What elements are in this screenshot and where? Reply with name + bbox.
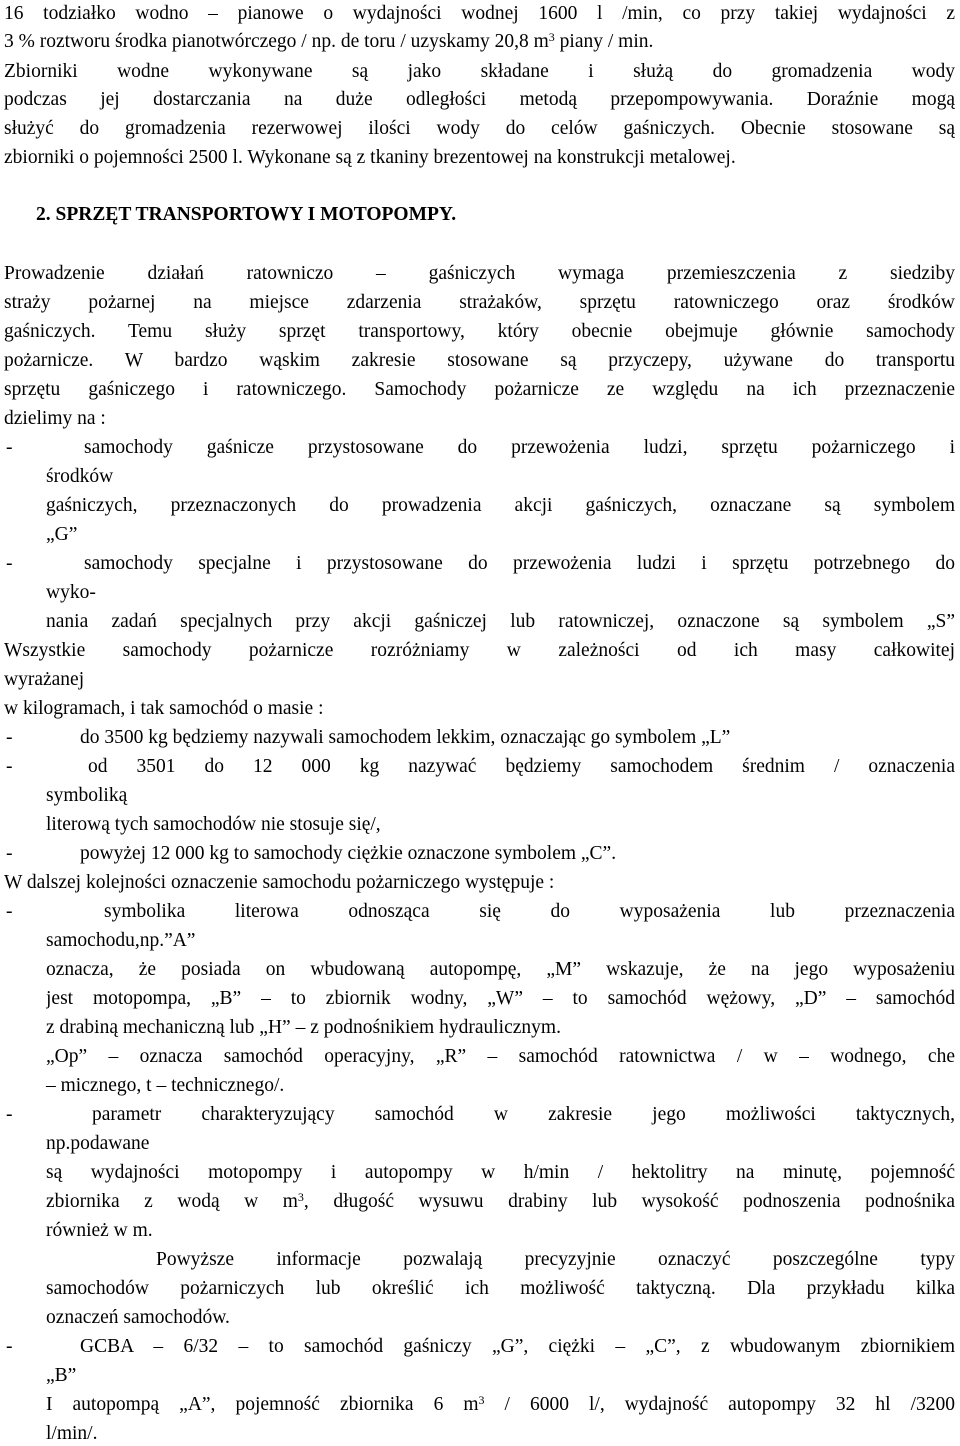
line-text: z drabiną mechaniczną lub „H” – z podnośnikiem hydraulicznym.: [46, 1017, 561, 1038]
text-line: [4, 2, 955, 26]
line-text: 16 todziałko wodno – pianowe o wydajności wodnej 1600 l /min, co przy takiej wydajności z: [4, 3, 955, 24]
line-text: „Op” – oznacza samochód operacyjny, „R” – samochód ratownictwa / w – wodnego, che: [46, 1046, 955, 1067]
text-line: [92, 1103, 955, 1127]
superscript: 3: [297, 1190, 304, 1204]
line-text: np.podawane: [46, 1133, 150, 1154]
line-text: wyrażanej: [4, 669, 85, 690]
text-line: [46, 1161, 955, 1185]
line-text: – micznego, t – technicznego/.: [46, 1075, 285, 1096]
text-line: [4, 407, 106, 431]
superscript: 3: [548, 30, 555, 44]
text-line: [46, 1219, 153, 1243]
line-text: są wydajności motopompy i autopompy w h/min / hektolitry na minutę, pojemność: [46, 1162, 955, 1183]
line-text: „G”: [46, 524, 78, 545]
list-bullet-dash: -: [6, 1336, 13, 1357]
text-line: [4, 639, 955, 663]
line-text: Wszystkie samochody pożarnicze rozróżniamy w zależności od ich masy całkowitej: [4, 640, 955, 661]
text-line: [80, 726, 730, 750]
text-line: [84, 552, 955, 576]
text-line: [46, 465, 113, 489]
text-line: [88, 755, 955, 779]
line-text: oznaczeń samochodów.: [46, 1307, 230, 1328]
line-text: w kilogramach, i tak samochód o masie :: [4, 698, 324, 719]
text-line: [46, 523, 77, 547]
line-text: podczas jej dostarczania na duże odległości metodą przepompowywania. Doraźnie mogą: [4, 89, 955, 110]
text-line: [4, 30, 653, 54]
line-text: GCBA – 6/32 – to samochód gaśniczy „G”, ciężki – „C”, z wbudowanym zbiornikiem: [80, 1336, 955, 1357]
text-line: [156, 1248, 955, 1272]
text-line: [80, 1335, 955, 1359]
text-line: [46, 494, 955, 518]
line-text: od 3501 do 12 000 kg nazywać będziemy samochodem średnim / oznaczenia: [88, 756, 955, 777]
text-line: [46, 1422, 97, 1446]
text-line: [46, 1045, 955, 1069]
line-text-continued: piany / min.: [554, 31, 654, 52]
line-text: samochodu,np.”A”: [46, 930, 196, 951]
line-text: I autopompą „A”, pojemność zbiornika 6 m: [46, 1394, 479, 1415]
line-text: „B”: [46, 1365, 77, 1386]
line-text: symboliką: [46, 785, 128, 806]
line-text: pożarnicze. W bardzo wąskim zakresie stosowane są przyczepy, używane do transportu: [4, 350, 955, 371]
text-line: [4, 378, 955, 402]
line-text: Prowadzenie działań ratowniczo – gaśniczych wymaga przemieszczenia z siedziby: [4, 263, 955, 284]
text-line: [4, 88, 955, 112]
line-text: zbiornika z wodą w m: [46, 1191, 298, 1212]
text-line: [46, 958, 955, 982]
text-line: [46, 1016, 561, 1040]
text-line: [46, 1364, 76, 1388]
text-line: W dalszej kolejności oznaczenie samochodu pożarniczego występuje :: [4, 872, 555, 893]
line-text: l/min/.: [46, 1423, 98, 1444]
list-bullet-dash: -: [6, 843, 13, 864]
text-line: [46, 610, 955, 634]
text-line: [46, 1277, 955, 1301]
text-line: [4, 320, 955, 344]
section-heading: 2. SPRZĘT TRANSPORTOWY I MOTOPOMPY.: [36, 204, 457, 225]
text-line: [4, 60, 955, 84]
list-bullet-dash: -: [6, 756, 13, 777]
line-text-continued: , długość wysuwu drabiny lub wysokość podnoszenia podnośnika: [303, 1191, 955, 1212]
line-text: sprzętu gaśniczego i ratowniczego. Samochody pożarnicze ze względu na ich przeznaczenie: [4, 379, 955, 400]
line-text: gaśniczych. Temu służy sprzęt transportowy, który obecnie obejmuje głównie samochody: [4, 321, 955, 342]
line-text: gaśniczych, przeznaczonych do prowadzenia akcji gaśniczych, oznaczane są symbolem: [46, 495, 955, 516]
text-line: [4, 262, 955, 286]
line-text: samochodów pożarniczych lub określić ich możliwość taktyczną. Dla przykładu kilka: [46, 1278, 955, 1299]
text-line: [46, 1132, 149, 1156]
line-text: nania zadań specjalnych przy akcji gaśniczej lub ratowniczej, oznaczone są symbolem „S”: [46, 611, 955, 632]
text-line: [46, 987, 955, 1011]
line-text: służyć do gromadzenia rezerwowej ilości wody do celów gaśniczych. Obecnie stosowane są: [4, 118, 955, 139]
text-line: [4, 291, 955, 315]
superscript: 3: [478, 1393, 485, 1407]
text-line: [4, 146, 736, 170]
text-line: [46, 929, 195, 953]
line-text: dzielimy na :: [4, 408, 106, 429]
line-text: 3 % roztworu środka pianotwórczego / np. de toru / uzyskamy 20,8 m: [4, 31, 549, 52]
text-line: [46, 784, 127, 808]
line-text: Zbiorniki wodne wykonywane są jako składane i służą do gromadzenia wody: [4, 61, 955, 82]
line-text: jest motopompa, „B” – to zbiornik wodny, „W” – to samochód wężowy, „D” – samochód: [46, 988, 955, 1009]
text-line: [46, 813, 381, 837]
list-bullet-dash: -: [6, 437, 13, 458]
text-line: [4, 349, 955, 373]
list-bullet-dash: -: [6, 553, 13, 574]
text-line: [104, 900, 955, 924]
text-line: [4, 697, 324, 721]
line-text: straży pożarnej na miejsce zdarzenia strażaków, sprzętu ratowniczego oraz środków: [4, 292, 955, 313]
line-text: powyżej 12 000 kg to samochody ciężkie oznaczone symbolem „C”.: [80, 843, 617, 864]
list-bullet-dash: -: [6, 1104, 13, 1125]
line-text: również w m.: [46, 1220, 153, 1241]
text-line: [84, 436, 955, 460]
list-bullet-dash: -: [6, 727, 13, 748]
line-text-continued: / 6000 l/, wydajność autopompy 32 hl /3200: [484, 1394, 955, 1415]
line-text: literową tych samochodów nie stosuje się/,: [46, 814, 381, 835]
line-text: wyko-: [46, 582, 96, 603]
line-text: do 3500 kg będziemy nazywali samochodem lekkim, oznaczając go symbolem „L”: [80, 727, 731, 748]
text-line: [4, 117, 955, 141]
text-line: [4, 668, 84, 692]
line-text: zbiorniki o pojemności 2500 l. Wykonane są z tkaniny brezentowej na konstrukcji metalowej.: [4, 147, 736, 168]
line-text: parametr charakteryzujący samochód w zakresie jego możliwości taktycznych,: [92, 1104, 955, 1125]
line-text: środków: [46, 466, 114, 487]
line-text: samochody specjalne i przystosowane do przewożenia ludzi i sprzętu potrzebnego do: [84, 553, 955, 574]
line-text: samochody gaśnicze przystosowane do przewożenia ludzi, sprzętu pożarniczego i: [84, 437, 955, 458]
line-text: Powyższe informacje pozwalają precyzyjnie oznaczyć poszczególne typy: [156, 1249, 955, 1270]
text-line: [46, 1074, 284, 1098]
list-bullet-dash: -: [6, 901, 13, 922]
line-text: symbolika literowa odnosząca się do wyposażenia lub przeznaczenia: [104, 901, 955, 922]
text-line: [46, 1306, 230, 1330]
text-line: [46, 1393, 955, 1417]
text-line: [46, 1190, 955, 1214]
text-line: [46, 581, 96, 605]
text-line: [80, 842, 616, 866]
line-text: oznacza, że posiada on wbudowaną autopompę, „M” wskazuje, że na jego wyposażeniu: [46, 959, 955, 980]
